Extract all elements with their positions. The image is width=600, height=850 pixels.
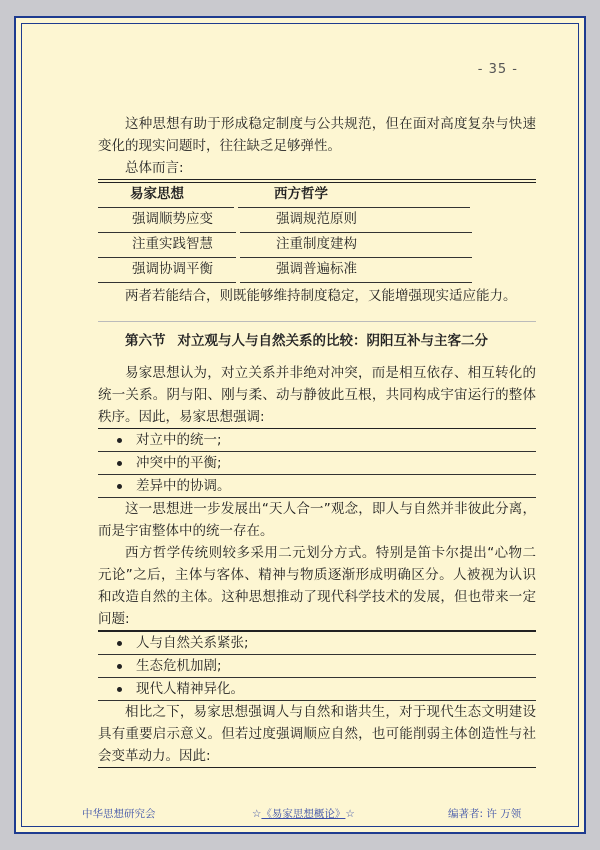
bullet-icon	[117, 687, 122, 692]
document-page	[14, 16, 586, 834]
bullet-icon	[117, 461, 122, 466]
list-item: 冲突中的平衡;	[98, 452, 536, 475]
star-icon: ☆	[252, 808, 262, 820]
bullet-list	[98, 428, 536, 498]
table-cell: 强调顺势应变	[98, 208, 236, 233]
table-row	[98, 208, 536, 233]
body-paragraph: 这一思想进一步发展出“天人合一”观念，即人与自然并非彼此分离，而是宇宙整体中的统一存在。	[98, 500, 536, 539]
bullet-icon	[117, 484, 122, 489]
intro-paragraph: 这种思想有助于形成稳定制度与公共规范，但在面对高度复杂与快速变化的现实问题时，往往缺乏足够弹性。	[98, 116, 536, 154]
list-item: 现代人精神异化。	[98, 678, 536, 701]
section-number: 第六节	[125, 332, 166, 349]
section-divider	[98, 321, 536, 322]
star-icon: ☆	[345, 808, 355, 820]
bullet-icon	[117, 641, 122, 646]
table-row	[98, 258, 536, 283]
page-number: - 35 -	[477, 62, 518, 77]
list-item: 差异中的协调。	[98, 475, 536, 498]
table-header-row	[98, 182, 536, 208]
body-paragraph: 西方哲学传统则较多采用二元划分方式。特别是笛卡尔提出“心物二元论”之后，主体与客体、精神与物质逐渐形成明确区分。人被视为认识和改造自然的主体。这种思想推动了现代科学技术的发展，但也带来一定问题:	[98, 542, 536, 631]
table-cell: 注重实践智慧	[98, 233, 236, 258]
list-item: 生态危机加剧;	[98, 655, 536, 678]
page-footer	[16, 806, 584, 826]
comparison-table	[98, 182, 536, 283]
bullet-icon	[117, 438, 122, 443]
table-cell: 强调规范原则	[240, 208, 472, 233]
intro-lead: 总体而言:	[98, 157, 536, 180]
section-heading	[98, 330, 536, 352]
table-cell: 强调协调平衡	[98, 258, 236, 283]
page-content	[98, 113, 536, 768]
table-cell: 注重制度建构	[240, 233, 472, 258]
table-row	[98, 233, 536, 258]
table-header-yijia: 易家思想	[98, 183, 234, 208]
bullet-icon	[117, 664, 122, 669]
list-item: 人与自然关系紧张;	[98, 631, 536, 655]
section-title: 对立观与人与自然关系的比较：阴阳互补与主客二分	[177, 332, 488, 349]
bullet-list	[98, 631, 536, 701]
footer-organization: 中华思想研究会	[82, 808, 156, 820]
body-paragraph: 易家思想认为，对立关系并非绝对冲突，而是相互依存、相互转化的统一关系。阴与阳、刚与柔、动与静彼此互根，共同构成宇宙运行的整体秩序。因此，易家思想强调:	[98, 364, 536, 425]
table-summary: 两者若能结合，则既能够维持制度稳定，又能增强现实适应能力。	[125, 288, 517, 304]
footer-book-title: ☆《易家思想概论》☆	[252, 808, 355, 820]
footer-author: 编著者: 许 万领	[448, 808, 522, 820]
table-header-western: 西方哲学	[238, 183, 470, 208]
list-item: 对立中的统一;	[98, 428, 536, 452]
table-cell: 强调普遍标准	[240, 258, 472, 283]
body-paragraph: 相比之下，易家思想强调人与自然和谐共生，对于现代生态文明建设具有重要启示意义。但若过度强调顺应自然，也可能削弱主体创造性与社会变革动力。因此:	[98, 701, 536, 768]
